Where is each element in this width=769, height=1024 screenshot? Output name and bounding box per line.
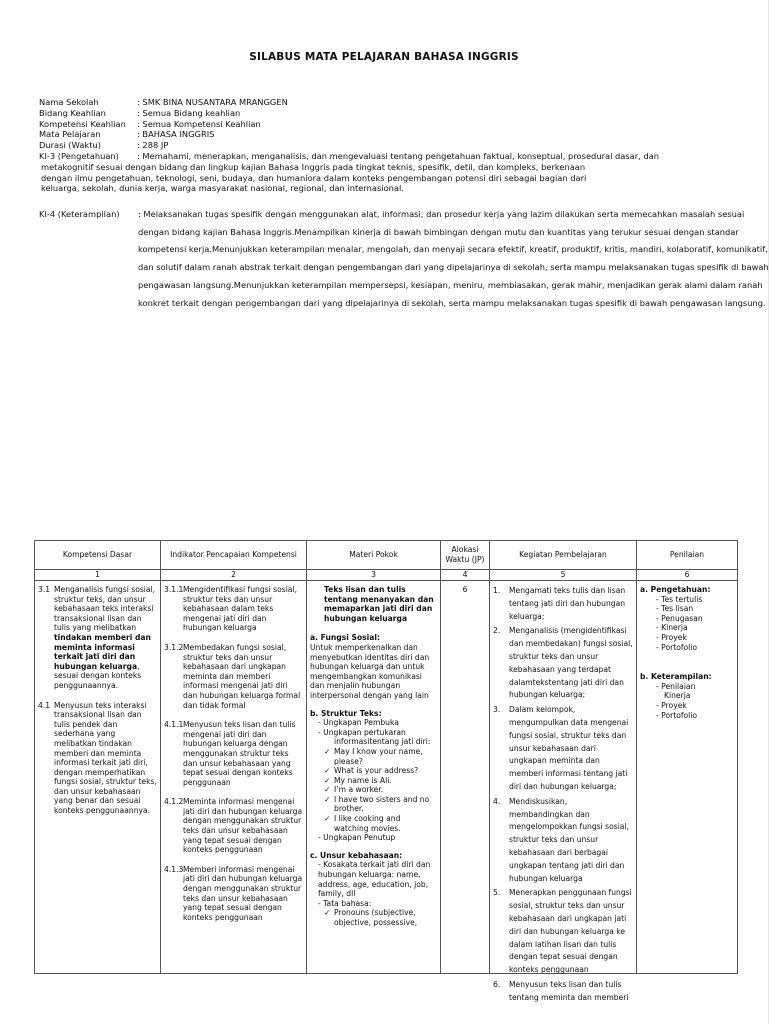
kegiatan-item xyxy=(493,887,633,977)
indikator-number: 4.1.2 xyxy=(164,797,184,807)
meta-row xyxy=(39,140,659,151)
check-item-text: My name is Ali. xyxy=(334,775,392,785)
kegiatan-number: 3. xyxy=(493,705,501,715)
meta-value: : BAHASA INGGRIS xyxy=(137,129,215,140)
check-icon: ✓ xyxy=(324,746,331,756)
kegiatan-text: Menerapkan penggunaan fungsi sosial, struktur teks dan unsur kebahasaan dari ungkapan jati diri dan hubungan keluarga ke dalam latihan lisan dan tulis dengan tepat sesuai dengan konteks penggunaan xyxy=(509,888,632,975)
meta-label: Nama Sekolah xyxy=(39,97,99,107)
school-info xyxy=(39,97,659,194)
syllabus-table xyxy=(34,540,738,1002)
kegiatan-item xyxy=(493,979,633,1005)
indikator-cell xyxy=(161,581,307,974)
ki4-text-line: dengan bidang kajian Bahasa Inggris.Menampilkan kinerja di bawah bimbingan dengan mutu dan kuantitas yang terukur sesuai dengan standar xyxy=(138,226,739,237)
penilaian-item: - Penilaian xyxy=(656,681,696,691)
indikator-text: Memberi informasi mengenai jati diri dan hubungan keluarga dengan menggunakan struktur teks dan unsur kebahasaan yang tepat sesuai dengan konteks penggunaan xyxy=(183,864,303,922)
materi-list-item: - Ungkapan pertukaran xyxy=(318,727,406,737)
indikator-text: Membedakan fungsi sosial, struktur teks dan unsur kebahasaan dari ungkapan meminta dan memberi informasi mengenai jati diri dan hubungan keluarga formal dan tidak formal xyxy=(183,642,301,710)
column-number: 3 xyxy=(307,570,441,581)
materi-heading: Teks lisan dan tulis tentang menanyakan dan memaparkan jati diri dan hubungan keluarga xyxy=(324,585,434,623)
materi-subtext: informasitentang jati diri: xyxy=(334,737,431,747)
indikator-item xyxy=(164,585,303,633)
meta-label: KI-3 (Pengetahuan) xyxy=(39,150,119,161)
kd-text-bold: tindakan memberi dan meminta informasi terkait jati diri dan hubungan keluarga xyxy=(54,632,151,671)
alokasi-value: 6 xyxy=(462,585,468,594)
check-icon: ✓ xyxy=(324,794,331,804)
check-item xyxy=(324,776,437,786)
ki3-text-line: dengan ilmu pengetahuan, teknologi, seni, budaya, dan humaniora dalam konteks pengembangan potensi diri sebagai bagian dari xyxy=(41,172,587,183)
kd-text xyxy=(54,585,157,691)
materi-text: Untuk memperkenalkan dan menyebutkan identitas diri dan hubungan keluarga dan untuk mengembangkan komunikasi dan menjalin hubungan interpersonal dengan yang lain xyxy=(310,642,430,700)
check-item xyxy=(324,785,437,795)
column-number: 5 xyxy=(490,570,637,581)
ki4-text-line: pengawasan langsung.Menunjukkan keterampilan mempersepsi, kesiapan, meniru, membiasakan, gerak mahir, menjadikan gerak alami dalam ranah xyxy=(138,279,763,290)
column-number: 4 xyxy=(441,570,490,581)
meta-value: : Semua Bidang keahlian xyxy=(137,107,241,118)
meta-row xyxy=(39,108,659,119)
kd-number: 4.1 xyxy=(38,700,51,710)
check-item xyxy=(324,747,437,766)
penilaian-item: - Tes tertulis xyxy=(656,594,703,604)
materi-section-title: c. Unsur kebahasaan: xyxy=(310,850,403,860)
column-number-row xyxy=(35,570,738,581)
kegiatan-item xyxy=(493,625,633,702)
check-item-text: What is your address? xyxy=(334,766,419,776)
meta-row xyxy=(39,97,659,108)
meta-value: : Semua Kompetensi Keahlian xyxy=(137,118,261,129)
kegiatan-item xyxy=(493,704,633,794)
column-number: 2 xyxy=(161,570,307,581)
penilaian-item: - Portofolio xyxy=(656,710,698,720)
kd-text: Menyusun teks interaksi transaksional lisan dan tulis pendek dan sederhana yang melibatkan tindakan memberi dan meminta informasi terkait jati diri, dengan memperhatikan fungsi sosial, struktur teks, dan unsur kebahasaan yang benar dan sesuai konteks penggunaannya. xyxy=(54,700,157,816)
kegiatan-item xyxy=(493,585,633,623)
ki4-text-line: konkret terkait dengan pengembangan dari yang dipelajarinya di sekolah, serta mampu melaksanakan tugas spesifik di bawah pengawasan langsung. xyxy=(138,297,766,308)
table-row xyxy=(35,581,738,974)
check-icon: ✓ xyxy=(324,775,331,785)
materi-list-item: - Tata bahasa: xyxy=(318,898,372,908)
check-item-text: I’m a worker. xyxy=(334,785,384,795)
indikator-number: 4.1.1 xyxy=(164,720,184,730)
ki3-text-line: metakognitif sesuai dengan bidang dan lingkup kajian Bahasa Inggris pada tingkat teknis, spesifik, detil, dan kompleks, berkenaan xyxy=(41,161,586,172)
column-header: Alokasi Waktu (JP) xyxy=(441,541,490,570)
penilaian-item: Kinerja xyxy=(664,691,691,701)
check-item xyxy=(324,795,437,814)
indikator-text: Mengidentifikasi fungsi sosial, struktur teks dan unsur kebahasaan dalam teks mengenai jati diri dan hubungan keluarga xyxy=(183,585,297,633)
meta-label: Kompetensi Keahlian xyxy=(39,118,126,129)
penilaian-item: - Penugasan xyxy=(656,613,703,623)
check-item xyxy=(324,814,437,833)
ki4-text-line: : Melaksanakan tugas spesifik dengan menggunakan alat, informasi, dan prosedur kerja yang lazim dilakukan serta memecahkan masalah sesuai xyxy=(138,209,745,219)
indikator-number: 4.1.3 xyxy=(164,864,184,874)
check-icon: ✓ xyxy=(324,766,331,776)
indikator-item xyxy=(164,797,303,855)
kegiatan-cell xyxy=(490,581,637,1002)
indikator-item xyxy=(164,720,303,787)
kegiatan-number: 5. xyxy=(493,888,501,898)
indikator-item xyxy=(164,865,303,923)
ki4-text-line: dan solutif dalam ranah abstrak terkait dengan pengembangan dari yang dipelajarinya di sekolah, serta mampu melaksanakan tugas spesifik di bawah xyxy=(138,262,769,273)
kd-number: 3.1 xyxy=(38,585,51,594)
penilaian-item: - Proyek xyxy=(656,700,687,710)
check-item-text: Pronouns (subjective, objective, possessive, xyxy=(334,908,418,927)
column-header: Kompetensi Dasar xyxy=(35,541,161,570)
meta-row xyxy=(39,151,659,162)
kegiatan-number: 1. xyxy=(493,586,501,595)
kegiatan-text: Menganalisis (mengidentifikasi dan membedakan) fungsi sosial, struktur teks dan unsur kebahasaan yang terdapat dalamtekstentang jati diri dan hubungan keluarga; xyxy=(509,626,633,700)
meta-value: : Memahami, menerapkan, menganalisis, dan mengevaluasi tentang pengetahuan faktual, konseptual, prosedural dasar, dan xyxy=(137,150,660,161)
check-item-text: I have two sisters and no brother. xyxy=(334,794,430,814)
meta-row xyxy=(39,119,659,130)
kegiatan-number: 2. xyxy=(493,626,501,636)
kegiatan-number: 4. xyxy=(493,796,501,806)
column-number: 6 xyxy=(637,570,738,581)
check-item xyxy=(324,908,437,927)
check-item xyxy=(324,766,437,776)
indikator-item xyxy=(164,643,303,710)
kd-item xyxy=(38,701,157,816)
check-icon: ✓ xyxy=(324,908,331,918)
materi-list-item: - Ungkapan Penutup xyxy=(318,833,396,843)
ki3-text-line: keluarga, sekolah, dunia kerja, warga masyarakat nasional, regional, dan internasional. xyxy=(41,183,404,194)
check-icon: ✓ xyxy=(324,814,331,824)
kegiatan-text: Mengamati teks tulis dan lisan tentang jati diri dan hubungan keluarga; xyxy=(509,586,626,621)
meta-row xyxy=(39,129,659,140)
kd-text-part: Menganalisis fungsi sosial, struktur teks, dan unsur kebahasaan teks interaksi transaksional lisan dan tulis yang melibatkan xyxy=(54,585,156,633)
indikator-text: Meminta informasi mengenai jati diri dan hubungan keluarga dengan menggunakan struktur teks dan unsur kebahasaan yang tepat sesuai dengan konteks penggunaan xyxy=(183,797,303,855)
indikator-number: 3.1.2 xyxy=(164,642,184,652)
page-title: SILABUS MATA PELAJARAN BAHASA INGGRIS xyxy=(249,51,519,63)
column-header: Kegiatan Pembelajaran xyxy=(490,541,637,570)
indikator-text: Menyusun teks lisan dan tulis mengenai jati diri dan hubungan keluarga dengan menggunakan struktur teks dan unsur kebahasaan yang tepat sesuai dengan konteks penggunaan xyxy=(183,720,296,787)
penilaian-item: - Kinerja xyxy=(656,623,688,633)
materi-list-item: - Kosakata terkait jati diri dan hubungan keluarga: name, address, age, education, job, family, dll xyxy=(318,860,431,899)
kegiatan-item xyxy=(493,796,633,886)
kegiatan-text: Dalam kelompok, mengumpulkan data mengenai fungsi sosial, struktur teks dan unsur kebahasaan dari ungkapan meminta dan memberi informasi tentang jati diri dan hubungan keluarga; xyxy=(509,705,629,791)
penilaian-section-title: b. Keterampilan: xyxy=(640,672,712,682)
table-header-row xyxy=(35,541,738,570)
penilaian-section-title: a. Pengetahuan: xyxy=(640,585,711,594)
materi-section-title: a. Fungsi Sosial: xyxy=(310,633,381,643)
materi-pokok-cell xyxy=(307,581,441,974)
column-header: Penilaian xyxy=(637,541,738,570)
check-item-text: May I know your name, please? xyxy=(334,746,423,766)
meta-label: Mata Pelajaran xyxy=(39,129,101,140)
kegiatan-text: Menyusun teks lisan dan tulis tentang meminta dan memberi xyxy=(509,979,629,1002)
kompetensi-dasar-cell xyxy=(35,581,161,974)
ki4-text-line: kompetensi kerja.Menunjukkan keterampilan menalar, mengolah, dan menyaji secara efektif, kreatif, produktif, kritis, mandiri, kolaboratif, komunikatif, xyxy=(138,244,768,255)
meta-label: Durasi (Waktu) xyxy=(39,140,101,151)
check-item-text: I like cooking and watching movies. xyxy=(334,814,401,833)
kegiatan-number: 6. xyxy=(493,979,501,989)
penilaian-item: - Tes lisan xyxy=(656,604,694,614)
meta-value: : SMK BINA NUSANTARA MRANGGEN xyxy=(137,97,288,107)
ki4-text xyxy=(138,206,769,312)
penilaian-cell xyxy=(637,581,738,974)
penilaian-item: - Portofolio xyxy=(656,642,698,652)
column-header: Materi Pokok xyxy=(307,541,441,570)
materi-section-title: b. Struktur Teks: xyxy=(310,708,382,718)
indikator-number: 3.1.1 xyxy=(164,585,184,594)
kegiatan-text: Mendiskusikan, membandingkan dan mengelompokkan fungsi sosial, struktur teks dan unsur kebahasaan dari berbagai ungkapan tentang jati diri dan hubungan keluarga xyxy=(509,796,629,883)
ki4-label: KI-4 (Keterampilan) xyxy=(39,209,120,219)
meta-value: : 288 JP xyxy=(137,140,169,151)
materi-list-item: - Ungkapan Pembuka xyxy=(318,718,399,728)
kd-item xyxy=(38,585,157,691)
column-header: Indikator Pencapaian Kompetensi xyxy=(161,541,307,570)
alokasi-cell xyxy=(441,581,490,974)
column-number: 1 xyxy=(35,570,161,581)
kd-text-part: , sesuai dengan konteks penggunaannya. xyxy=(54,661,142,690)
check-icon: ✓ xyxy=(324,785,331,795)
penilaian-item: - Proyek xyxy=(656,632,687,642)
meta-label: Bidang Keahlian xyxy=(39,107,106,118)
